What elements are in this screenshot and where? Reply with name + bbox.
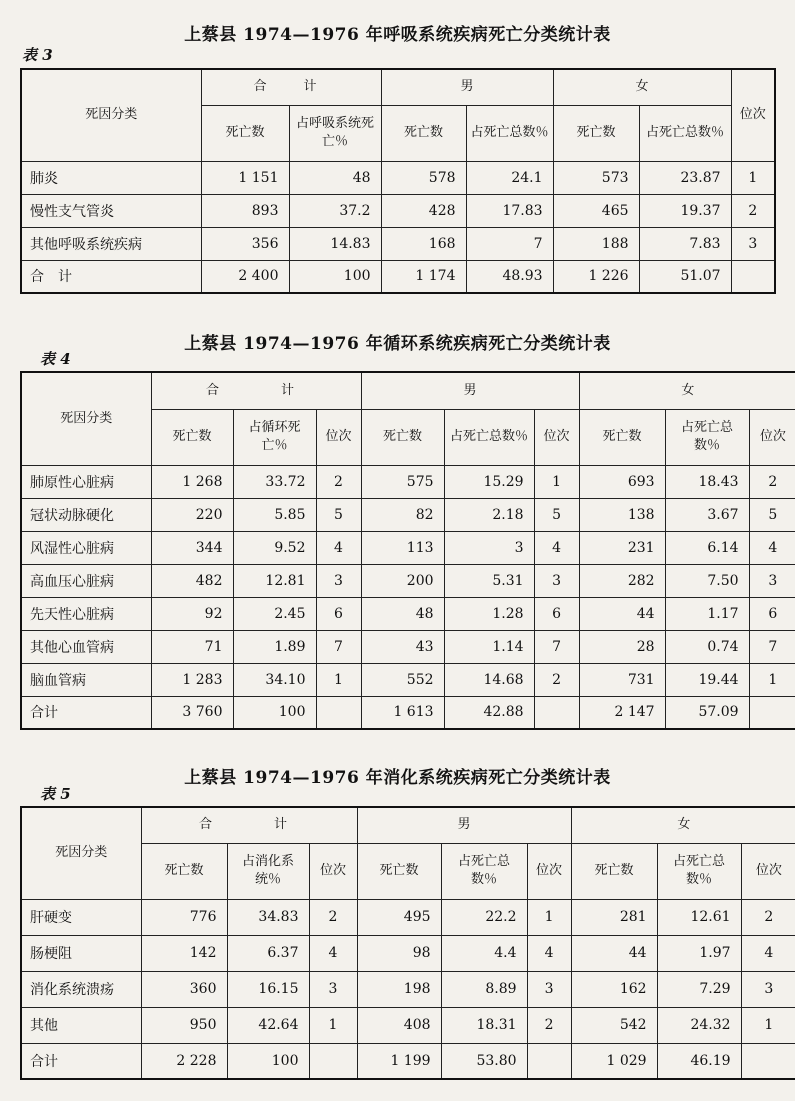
table-row — [21, 971, 795, 1007]
rank-cell — [731, 260, 775, 293]
t-pct-cell: 9.52 — [233, 531, 316, 564]
t-deaths-cell: 1 283 — [151, 663, 233, 696]
m-pct-cell: 3 — [444, 531, 534, 564]
t-rank-cell: 4 — [309, 935, 357, 971]
m-pct-cell: 53.80 — [441, 1043, 527, 1079]
t-rank-cell — [316, 696, 361, 729]
rank-cell: 3 — [731, 227, 775, 260]
table-row — [21, 696, 795, 729]
t-pct-cell: 34.10 — [233, 663, 316, 696]
t-pct-cell: 48 — [289, 161, 381, 194]
t-rank-cell: 1 — [309, 1007, 357, 1043]
t-deaths-cell: 2 228 — [141, 1043, 227, 1079]
table3-title: 上蔡县 1974—1976 年呼吸系统疾病死亡分类统计表 — [184, 25, 611, 45]
t-pct-cell: 100 — [227, 1043, 309, 1079]
f-deaths-cell: 188 — [553, 227, 639, 260]
cause-cell: 合计 — [21, 696, 151, 729]
m-deaths-cell: 200 — [361, 564, 444, 597]
t-pct-cell: 33.72 — [233, 465, 316, 498]
table4-header-female-deaths: 死亡数 — [579, 409, 665, 465]
table5-header-male: 男 — [357, 807, 571, 843]
rank-cell: 2 — [731, 194, 775, 227]
table3-header-female: 女 — [553, 69, 731, 105]
t-pct-cell: 100 — [233, 696, 316, 729]
f-rank-cell: 1 — [749, 663, 795, 696]
f-rank-cell: 5 — [749, 498, 795, 531]
table-row — [21, 531, 795, 564]
table3-header-male-share: 占死亡总数％ — [466, 105, 553, 161]
t-pct-cell: 34.83 — [227, 899, 309, 935]
cause-cell: 肺炎 — [21, 161, 201, 194]
table4-header-total-share: 占循环死亡％ — [233, 409, 316, 465]
f-pct-cell: 57.09 — [665, 696, 749, 729]
table5 — [20, 806, 795, 1080]
cause-cell: 肺原性心脏病 — [21, 465, 151, 498]
m-deaths-cell: 408 — [357, 1007, 441, 1043]
m-deaths-cell: 575 — [361, 465, 444, 498]
table-row — [21, 465, 795, 498]
cause-cell: 冠状动脉硬化 — [21, 498, 151, 531]
m-rank-cell: 7 — [534, 630, 579, 663]
table5-header-female-rank: 位次 — [741, 843, 795, 899]
f-rank-cell: 2 — [741, 899, 795, 935]
table3-header-total-deaths: 死亡数 — [201, 105, 289, 161]
table-row — [21, 161, 775, 194]
t-rank-cell: 3 — [309, 971, 357, 1007]
t-pct-cell: 100 — [289, 260, 381, 293]
table5-header-male-rank: 位次 — [527, 843, 571, 899]
table-row — [21, 1043, 795, 1079]
f-pct-cell: 1.97 — [657, 935, 741, 971]
t-pct-cell: 6.37 — [227, 935, 309, 971]
f-pct-cell: 3.67 — [665, 498, 749, 531]
t-deaths-cell: 92 — [151, 597, 233, 630]
m-rank-cell: 4 — [527, 935, 571, 971]
f-pct-cell: 24.32 — [657, 1007, 741, 1043]
table4-label: 表 4 — [40, 350, 71, 368]
table5-header-total-rank: 位次 — [309, 843, 357, 899]
t-pct-cell: 5.85 — [233, 498, 316, 531]
table-row — [21, 498, 795, 531]
m-deaths-cell: 495 — [357, 899, 441, 935]
f-rank-cell: 3 — [749, 564, 795, 597]
f-rank-cell: 1 — [741, 1007, 795, 1043]
table3-header-male-deaths: 死亡数 — [381, 105, 466, 161]
table4-header-male-share: 占死亡总数％ — [444, 409, 534, 465]
m-deaths-cell: 82 — [361, 498, 444, 531]
t-pct-cell: 12.81 — [233, 564, 316, 597]
f-pct-cell: 0.74 — [665, 630, 749, 663]
m-pct-cell: 5.31 — [444, 564, 534, 597]
table4-header-total: 合 计 — [151, 372, 361, 409]
m-rank-cell: 1 — [527, 899, 571, 935]
f-deaths-cell: 2 147 — [579, 696, 665, 729]
table-row — [21, 1007, 795, 1043]
f-rank-cell: 3 — [741, 971, 795, 1007]
t-rank-cell: 7 — [316, 630, 361, 663]
t-deaths-cell: 482 — [151, 564, 233, 597]
t-deaths-cell: 344 — [151, 531, 233, 564]
m-rank-cell — [527, 1043, 571, 1079]
t-rank-cell: 6 — [316, 597, 361, 630]
m-pct-cell: 22.2 — [441, 899, 527, 935]
table3-header-total: 合 计 — [201, 69, 381, 105]
rank-cell: 1 — [731, 161, 775, 194]
table-row — [21, 935, 795, 971]
f-pct-cell: 18.43 — [665, 465, 749, 498]
m-pct-cell: 24.1 — [466, 161, 553, 194]
f-deaths-cell: 693 — [579, 465, 665, 498]
table-row — [21, 597, 795, 630]
m-pct-cell: 2.18 — [444, 498, 534, 531]
t-deaths-cell: 356 — [201, 227, 289, 260]
t-rank-cell: 2 — [309, 899, 357, 935]
m-deaths-cell: 48 — [361, 597, 444, 630]
f-pct-cell: 7.50 — [665, 564, 749, 597]
f-rank-cell: 4 — [749, 531, 795, 564]
f-rank-cell: 2 — [749, 465, 795, 498]
table4 — [20, 371, 795, 730]
t-deaths-cell: 1 268 — [151, 465, 233, 498]
table5-header-total-share: 占消化系统％ — [227, 843, 309, 899]
m-rank-cell: 4 — [534, 531, 579, 564]
f-deaths-cell: 281 — [571, 899, 657, 935]
table5-header-total-deaths: 死亡数 — [141, 843, 227, 899]
f-pct-cell: 19.37 — [639, 194, 731, 227]
t-deaths-cell: 893 — [201, 194, 289, 227]
f-deaths-cell: 1 029 — [571, 1043, 657, 1079]
f-deaths-cell: 28 — [579, 630, 665, 663]
m-deaths-cell: 113 — [361, 531, 444, 564]
f-pct-cell: 7.83 — [639, 227, 731, 260]
cause-cell: 高血压心脏病 — [21, 564, 151, 597]
table3-header-male: 男 — [381, 69, 553, 105]
f-pct-cell: 46.19 — [657, 1043, 741, 1079]
f-pct-cell: 23.87 — [639, 161, 731, 194]
m-pct-cell: 48.93 — [466, 260, 553, 293]
m-pct-cell: 14.68 — [444, 663, 534, 696]
f-pct-cell: 51.07 — [639, 260, 731, 293]
t-pct-cell: 2.45 — [233, 597, 316, 630]
cause-cell: 慢性支气管炎 — [21, 194, 201, 227]
m-deaths-cell: 552 — [361, 663, 444, 696]
table-row — [21, 630, 795, 663]
t-rank-cell: 3 — [316, 564, 361, 597]
m-deaths-cell: 198 — [357, 971, 441, 1007]
table3-header-rank: 位次 — [731, 69, 775, 161]
table4-header-male: 男 — [361, 372, 579, 409]
m-rank-cell: 5 — [534, 498, 579, 531]
t-rank-cell — [309, 1043, 357, 1079]
m-deaths-cell: 168 — [381, 227, 466, 260]
f-deaths-cell: 542 — [571, 1007, 657, 1043]
m-deaths-cell: 1 199 — [357, 1043, 441, 1079]
f-deaths-cell: 465 — [553, 194, 639, 227]
t-deaths-cell: 3 760 — [151, 696, 233, 729]
table-row — [21, 260, 775, 293]
f-rank-cell: 6 — [749, 597, 795, 630]
table4-title: 上蔡县 1974—1976 年循环系统疾病死亡分类统计表 — [184, 334, 611, 354]
t-deaths-cell: 71 — [151, 630, 233, 663]
m-deaths-cell: 43 — [361, 630, 444, 663]
f-deaths-cell: 1 226 — [553, 260, 639, 293]
f-deaths-cell: 138 — [579, 498, 665, 531]
m-rank-cell: 2 — [527, 1007, 571, 1043]
table5-header-female-deaths: 死亡数 — [571, 843, 657, 899]
f-deaths-cell: 282 — [579, 564, 665, 597]
m-deaths-cell: 1 174 — [381, 260, 466, 293]
t-deaths-cell: 360 — [141, 971, 227, 1007]
table5-header-female: 女 — [571, 807, 795, 843]
m-pct-cell: 1.28 — [444, 597, 534, 630]
cause-cell: 合计 — [21, 1043, 141, 1079]
cause-cell: 合 计 — [21, 260, 201, 293]
table3-header-female-deaths: 死亡数 — [553, 105, 639, 161]
m-rank-cell: 1 — [534, 465, 579, 498]
t-rank-cell: 1 — [316, 663, 361, 696]
f-deaths-cell: 44 — [571, 935, 657, 971]
m-deaths-cell: 98 — [357, 935, 441, 971]
table3-header-total-share: 占呼吸系统死亡％ — [289, 105, 381, 161]
f-pct-cell: 12.61 — [657, 899, 741, 935]
table-row — [21, 663, 795, 696]
m-pct-cell: 42.88 — [444, 696, 534, 729]
table4-header-female: 女 — [579, 372, 795, 409]
t-rank-cell: 4 — [316, 531, 361, 564]
m-pct-cell: 8.89 — [441, 971, 527, 1007]
f-deaths-cell: 44 — [579, 597, 665, 630]
table3-label: 表 3 — [22, 46, 53, 64]
t-rank-cell: 5 — [316, 498, 361, 531]
t-deaths-cell: 2 400 — [201, 260, 289, 293]
cause-cell: 其他呼吸系统疾病 — [21, 227, 201, 260]
cause-cell: 先天性心脏病 — [21, 597, 151, 630]
f-deaths-cell: 731 — [579, 663, 665, 696]
f-deaths-cell: 231 — [579, 531, 665, 564]
cause-cell: 消化系统溃疡 — [21, 971, 141, 1007]
m-pct-cell: 18.31 — [441, 1007, 527, 1043]
table5-header-male-share: 占死亡总数％ — [441, 843, 527, 899]
f-pct-cell: 6.14 — [665, 531, 749, 564]
cause-cell: 风湿性心脏病 — [21, 531, 151, 564]
table5-header-total: 合 计 — [141, 807, 357, 843]
cause-cell: 脑血管病 — [21, 663, 151, 696]
table-row — [21, 194, 775, 227]
t-pct-cell: 14.83 — [289, 227, 381, 260]
table3-header-cause: 死因分类 — [21, 69, 201, 161]
f-rank-cell: 4 — [741, 935, 795, 971]
cause-cell: 肠梗阻 — [21, 935, 141, 971]
m-rank-cell: 3 — [527, 971, 571, 1007]
table5-label: 表 5 — [40, 785, 71, 803]
f-rank-cell: 7 — [749, 630, 795, 663]
cause-cell: 其他 — [21, 1007, 141, 1043]
m-rank-cell: 2 — [534, 663, 579, 696]
m-rank-cell: 3 — [534, 564, 579, 597]
table4-header-female-share: 占死亡总数％ — [665, 409, 749, 465]
t-pct-cell: 37.2 — [289, 194, 381, 227]
m-rank-cell — [534, 696, 579, 729]
cause-cell: 肝硬变 — [21, 899, 141, 935]
table-row — [21, 564, 795, 597]
table3-header-female-share: 占死亡总数％ — [639, 105, 731, 161]
f-rank-cell — [741, 1043, 795, 1079]
f-pct-cell: 1.17 — [665, 597, 749, 630]
m-pct-cell: 4.4 — [441, 935, 527, 971]
table5-title: 上蔡县 1974—1976 年消化系统疾病死亡分类统计表 — [184, 768, 611, 788]
table5-header-male-deaths: 死亡数 — [357, 843, 441, 899]
t-deaths-cell: 220 — [151, 498, 233, 531]
f-pct-cell: 7.29 — [657, 971, 741, 1007]
table5-header-female-share: 占死亡总数％ — [657, 843, 741, 899]
m-deaths-cell: 428 — [381, 194, 466, 227]
table-row — [21, 227, 775, 260]
f-deaths-cell: 162 — [571, 971, 657, 1007]
m-deaths-cell: 1 613 — [361, 696, 444, 729]
t-pct-cell: 16.15 — [227, 971, 309, 1007]
cause-cell: 其他心血管病 — [21, 630, 151, 663]
t-deaths-cell: 1 151 — [201, 161, 289, 194]
f-deaths-cell: 573 — [553, 161, 639, 194]
table5-header-cause: 死因分类 — [21, 807, 141, 899]
m-rank-cell: 6 — [534, 597, 579, 630]
t-rank-cell: 2 — [316, 465, 361, 498]
t-deaths-cell: 776 — [141, 899, 227, 935]
m-pct-cell: 15.29 — [444, 465, 534, 498]
table4-header-male-deaths: 死亡数 — [361, 409, 444, 465]
f-rank-cell — [749, 696, 795, 729]
t-pct-cell: 42.64 — [227, 1007, 309, 1043]
table4-header-total-rank: 位次 — [316, 409, 361, 465]
table4-header-female-rank: 位次 — [749, 409, 795, 465]
t-deaths-cell: 950 — [141, 1007, 227, 1043]
table4-header-cause: 死因分类 — [21, 372, 151, 465]
t-pct-cell: 1.89 — [233, 630, 316, 663]
table-row — [21, 899, 795, 935]
m-pct-cell: 17.83 — [466, 194, 553, 227]
table4-header-male-rank: 位次 — [534, 409, 579, 465]
table4-header-total-deaths: 死亡数 — [151, 409, 233, 465]
t-deaths-cell: 142 — [141, 935, 227, 971]
m-pct-cell: 7 — [466, 227, 553, 260]
f-pct-cell: 19.44 — [665, 663, 749, 696]
m-deaths-cell: 578 — [381, 161, 466, 194]
table3 — [20, 68, 776, 294]
m-pct-cell: 1.14 — [444, 630, 534, 663]
